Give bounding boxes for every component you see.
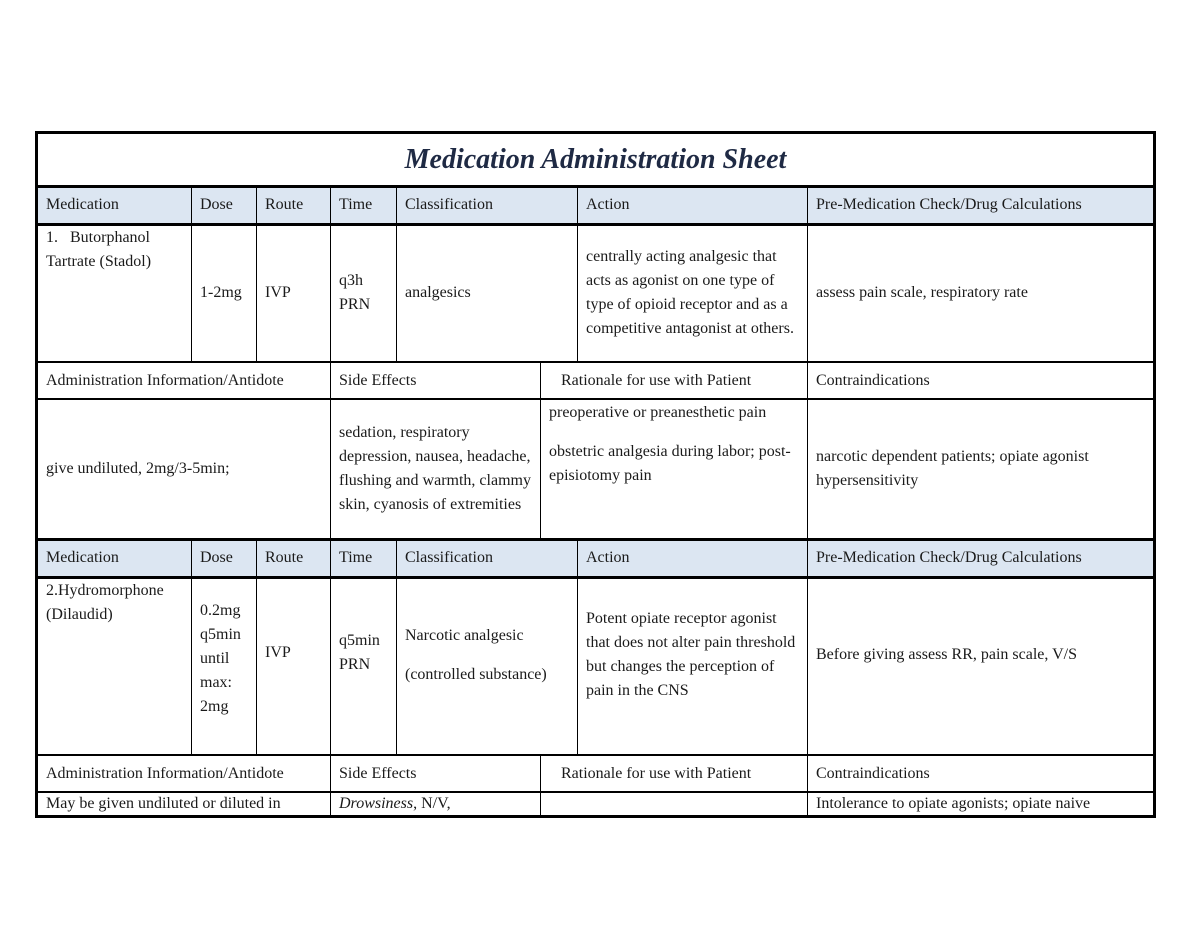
med2-name-line2: (Dilaudid)	[46, 606, 113, 623]
header-medication: Medication	[38, 186, 192, 224]
med2-time-line1: q5min	[339, 632, 380, 649]
med2-classification	[397, 577, 578, 755]
grid-line	[540, 755, 541, 815]
med1-time-line2: PRN	[339, 296, 371, 313]
grid-line	[38, 185, 1153, 188]
grid-line	[38, 791, 1153, 793]
header2-route: Route	[257, 539, 331, 577]
grid-line	[807, 186, 808, 815]
header-classification: Classification	[397, 186, 578, 224]
header2-contraindications: Contraindications	[816, 764, 930, 782]
grid-line	[540, 362, 541, 539]
header-rationale: Rationale for use with Patient	[561, 371, 752, 389]
header-dose: Dose	[192, 186, 257, 224]
grid-line	[577, 186, 578, 362]
grid-line	[396, 186, 397, 362]
med1-time-line1: q3h	[339, 272, 363, 289]
grid-line	[38, 576, 1153, 579]
grid-line	[396, 539, 397, 755]
med2-side-effects-rest: , N/V,	[413, 795, 451, 812]
med1-action: centrally acting analgesic that acts as agonist on one type of type of opioid receptor and as a competitive antagonist at others.	[586, 248, 794, 337]
med1-dose: 1-2mg	[200, 284, 242, 301]
med2-action: Potent opiate receptor agonist that does not alter pain threshold but changes the perception of pain in the CNS	[586, 610, 796, 699]
med1-name	[38, 224, 192, 362]
grid-line	[191, 186, 192, 362]
header2-dose: Dose	[192, 539, 257, 577]
grid-line	[577, 539, 578, 755]
med2-side-effects	[331, 792, 541, 815]
sheet-title: Medication Administration Sheet	[404, 144, 787, 175]
header-time: Time	[331, 186, 397, 224]
med2-dose-line: 2mg	[200, 698, 229, 715]
med2-dose-line: max:	[200, 674, 232, 691]
med2-premed: Before giving assess RR, pain scale, V/S	[816, 646, 1078, 663]
med2-side-effects-italic: Drowsiness	[339, 795, 414, 812]
header2-time: Time	[331, 539, 397, 577]
grid-line	[38, 361, 1153, 363]
med2-rationale	[541, 792, 808, 815]
med2-name	[38, 577, 192, 755]
med1-route: IVP	[265, 284, 291, 301]
med1-time	[331, 224, 397, 362]
med2-dose-line: 0.2mg	[200, 602, 241, 619]
med1-premed: assess pain scale, respiratory rate	[816, 284, 1028, 301]
med2-dose-line: q5min	[200, 626, 241, 643]
header-premed: Pre-Medication Check/Drug Calculations	[808, 186, 1153, 224]
med1-rationale	[541, 399, 808, 539]
header2-side-effects: Side Effects	[339, 764, 417, 782]
med2-dose-line: until	[200, 650, 230, 667]
med2-classification-1: Narcotic analgesic	[405, 626, 524, 644]
header-action: Action	[578, 186, 808, 224]
med2-route: IVP	[265, 644, 291, 661]
grid-line	[38, 538, 1153, 541]
grid-line	[38, 754, 1153, 756]
grid-line	[38, 398, 1153, 400]
header2-action: Action	[578, 539, 808, 577]
medication-sheet	[35, 131, 1156, 818]
med1-name-line1: 1. Butorphanol	[46, 229, 150, 246]
grid-line	[256, 186, 257, 362]
grid-line	[256, 539, 257, 755]
med1-rationale-1: preoperative or preanesthetic pain	[549, 404, 767, 421]
med1-name-line2: Tartrate (Stadol)	[46, 253, 152, 270]
med2-contraindications: Intolerance to opiate agonists; opiate naive	[816, 794, 1091, 812]
med2-classification-2: (controlled substance)	[405, 665, 547, 683]
header-side-effects: Side Effects	[339, 371, 417, 389]
med2-dose	[192, 577, 257, 755]
header2-rationale: Rationale for use with Patient	[561, 764, 752, 782]
med2-time	[331, 577, 397, 755]
header2-admin: Administration Information/Antidote	[46, 764, 284, 782]
header2-premed: Pre-Medication Check/Drug Calculations	[808, 539, 1153, 577]
grid-line	[330, 186, 331, 815]
header-route: Route	[257, 186, 331, 224]
med2-admin: May be given undiluted or diluted in	[46, 794, 281, 812]
grid-line	[38, 223, 1153, 226]
grid-line	[191, 539, 192, 755]
med2-time-line2: PRN	[339, 656, 371, 673]
header-admin: Administration Information/Antidote	[46, 371, 284, 389]
med1-admin: give undiluted, 2mg/3-5min;	[46, 460, 230, 477]
med1-classification: analgesics	[405, 284, 471, 301]
med1-contraindications: narcotic dependent patients; opiate agonist hypersensitivity	[816, 448, 1089, 489]
header2-classification: Classification	[397, 539, 578, 577]
med2-name-line1: 2.Hydromorphone	[46, 582, 164, 599]
header2-medication: Medication	[38, 539, 192, 577]
med1-side-effects: sedation, respiratory depression, nausea, headache, flushing and warmth, clammy skin, cyanosis of extremities	[339, 424, 531, 513]
header-contraindications: Contraindications	[816, 371, 930, 389]
med1-rationale-2: obstetric analgesia during labor; post-episiotomy pain	[549, 443, 791, 484]
